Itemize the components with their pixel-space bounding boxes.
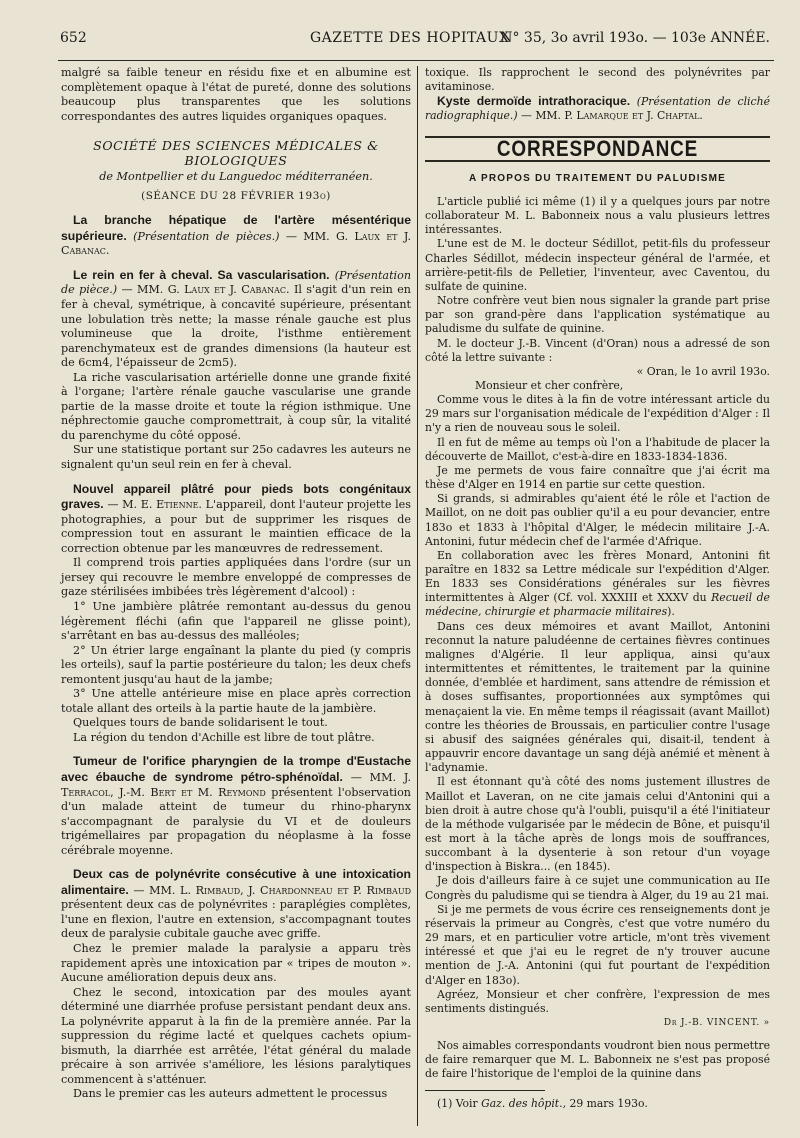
letter-paragraph: Si je me permets de vous écrire ces renseignements dont je réservais la primeur au Congrès, c'est que votre numéro du 29 mars, et en particulier votre article, m'ont très vivement intéressé et que j'ai eu le regret de n'y trouver aucune mention de J.-A. Antonini (qui fut pourtant de l'expédition d'Alger en 183o).	[425, 902, 770, 987]
paragraph: La région du tendon d'Achille est libre de tout plâtre.	[73, 730, 375, 744]
paragraph: Il comprend trois parties appliquées dans l'ordre (sur un jersey qui recouvre le membre enveloppé de compresses de gaze stérilisées imbibées très légèrement d'alcool) :	[61, 556, 411, 599]
continued-paragraph: toxique. Ils rapprochent le second des polynévrites par avitaminose.	[425, 66, 770, 94]
paragraph: Sur une statistique portant sur 25o cadavres les auteurs ne signalent qu'un seul rein en fer à cheval.	[61, 443, 411, 472]
section-title: CORRESPONDANCE	[496, 135, 699, 161]
closing-paragraph: Nos aimables correspondants voudront bien nous permettre de faire remarquer que M. L. Babonneix ne s'est pas proposé de faire l'historique de l'emploi de la quinine dans	[425, 1039, 770, 1081]
header-rule	[58, 60, 774, 61]
paragraph: Notre confrère veut bien nous signaler la grande part prise par son grand-père dans l'application systématique au paludisme du sulfate de quinine.	[425, 294, 770, 336]
article-text: présentent l'observation d'un malade atteint de tumeur du rhino-pharynx s'accompagnant de paralysie du VI et de douleurs trigémellaires par propagation du néoplasme à la fosse cérébrale moyenne.	[61, 785, 411, 857]
paragraph: 2° Un étrier large engaînant la plante du pied (y compris les orteils), sauf la partie postérieure du talon; les deux chefs remontent jusqu'au haut de la jambe;	[61, 643, 411, 686]
paragraph: 3° Une attelle antérieure mise en place après correction totale allant des orteils à la partie haute de la jambière.	[61, 687, 411, 715]
paragraph: M. le docteur J.-B. Vincent (d'Oran) nous a adressé de son côté la lettre suivante :	[425, 336, 770, 364]
letter-paragraph: Il est étonnant qu'à côté des noms justement illustres de Maillot et Laveran, on ne cite jamais celui d'Antonini qui a bien droit à autre chose qu'à l'oubli, puisqu'il a été l'initiateur de la méthode vulgarisée par le médecin de Bône, et puisqu'il est mort à la tâche après de longs mois de souffrances, succombant à la dysenterie à son retour d'un voyage d'inspection à Biskra... (en 1845).	[425, 775, 770, 874]
article-text: L'appareil, dont l'auteur projette les photographies, a pour but de supprimer les risques de compression tout en assurant le maintien efficace de la correction obtenue par les manœuvres de redressement.	[61, 498, 411, 555]
article-authors: — MM. J. Terracol, J.-M. Bert et M. Reymond	[61, 770, 411, 799]
paragraph: Chez le premier malade la paralysie a apparu très rapidement après une intoxication par « tripes de mouton ». Aucune amélioration depuis deux ans.	[61, 941, 411, 985]
article-text: présentent deux cas de polynévrites : paraplégies complètes, l'une en flexion, l'autre en extension, s'accompagnant toutes deux de paralysie cubitale gauche avec griffe.	[61, 898, 411, 941]
article-authors: — MM. G. Laux et J. Cabanac.	[117, 283, 290, 297]
paragraph: Chez le second, intoxication par des moules ayant déterminé une diarrhée profuse persistant pendant deux ans. La polynévrite apparut à la fin de la première année. Par la suppression du régime lacté et quelques cachets opium-bismuth, la diarrhée est arrêtée, l'état général du malade précaire à son arrivée s'améliore, les lésions paralytiques commencent à s'atténuer.	[61, 985, 411, 1086]
article-authors: — MM. P. Lamarque et J. Chaptal.	[517, 109, 703, 123]
article-text: Il s'agit d'un rein en fer à cheval, symétrique, à concavité supérieure, présentant une lobulation très nette; la masse rénale gauche est plus volumineuse que la droite, l'isthme entièrement parenchymateux est de grandes dimensions (la hauteur est de 6cm4, l'épaisseur de 2cm5).	[61, 283, 411, 370]
letter-paragraph	[425, 549, 770, 620]
society-subtitle: de Montpellier et du Languedoc méditerranéen.	[99, 170, 373, 184]
article-rein	[61, 268, 411, 371]
column-divider	[417, 66, 418, 1126]
footnote-date: 29 mars 193o.	[566, 1096, 648, 1110]
citation-title: Recueil de médecine, chirurgie et pharmacie militaires	[425, 591, 770, 619]
section-header-box	[425, 136, 770, 162]
article-presentation: (Présentation de pièce.)	[61, 268, 411, 297]
article-title: Deux cas de polynévrite consécutive à une intoxication alimentaire.	[61, 867, 411, 897]
intro-paragraph: malgré sa faible teneur en résidu fixe et en albumine est complètement opaque à l'état de pureté, donne des solutions beaucoup plus transparentes que les solutions correspondantes des autres liquides organiques opaques.	[61, 66, 411, 123]
subsection-title: A PROPOS DU TRAITEMENT DU PALUDISME	[468, 172, 726, 184]
letter-salutation: Monsieur et cher confrère,	[475, 378, 624, 392]
paragraph: L'une est de M. le docteur Sédillot, petit-fils du professeur Charles Sédillot, médecin inspecteur général de l'armée, et arrière-petit-fils de Pelletier, l'inventeur, avec Caventou, du sulfate de quinine.	[425, 237, 770, 293]
paragraph: L'article publié ici même (1) il y a quelques jours par notre collaborateur M. L. Babonneix nous a valu plusieurs lettres intéressantes.	[425, 194, 770, 237]
footnote-text: (1) Voir	[437, 1096, 482, 1110]
paragraph: 1° Une jambière plâtrée remontant au-dessus du genou légèrement fléchi (afin que l'appareil ne glisse point), s'arrêtant en bas au-dessus des malléoles;	[61, 599, 411, 643]
article-presentation: (Présentation de pièces.)	[133, 229, 280, 243]
paragraph: La riche vascularisation artérielle donne une grande fixité à l'organe; l'artère rénale gauche vascularise une grande partie de la masse droite et toute la région isthmique. Une néphrectomie gauche compromettrait, à coup sûr, la vitalité du parenchyme du côté opposé.	[61, 370, 411, 442]
letter-paragraph: Dans ces deux mémoires et avant Maillot, Antonini reconnut la nature paludéenne de certaines fièvres continues malignes d'Algérie. Il leur appliqua, ainsi qu'aux intermittentes et rémittentes, le traitement par la quinine donnée, d'emblée et hardiment, sans attendre de rémission et à doses suffisantes, proportionnées aux symptômes qui menaçaient la vie. En même temps il réagissait (avant Maillot) contre les théories de Broussais, en particulier contre l'usage si abusif des saignées générales qui, disait-il, tendent à appauvrir encore davantage un sang déjà anémié et mènent à l'adynamie.	[425, 619, 770, 775]
article-appareil	[61, 482, 411, 557]
footnote	[425, 1097, 770, 1111]
article-title: Nouvel appareil plâtré pour pieds bots congénitaux graves.	[61, 481, 411, 512]
signature: Dr J.-B. VINCENT. »	[663, 1018, 770, 1028]
article-title: Kyste dermoïde intrathoracique.	[437, 94, 631, 109]
journal-title: GAZETTE DES HOPITAUX	[310, 30, 510, 46]
article-title: La branche hépatique de l'artère mésentérique supérieure.	[61, 213, 411, 243]
letter-paragraph: Je dois d'ailleurs faire à ce sujet une communication au IIe Congrès du paludisme qui se tiendra à Alger, du 19 au 21 mai.	[425, 874, 770, 902]
letter-paragraph: Il en fut de même au temps où l'on a l'habitude de placer la découverte de Maillot, c'est-à-dire en 1833-1834-1836.	[425, 435, 770, 463]
letter-paragraph: Comme vous le dites à la fin de votre intéressant article du 29 mars sur l'organisation médicale de l'expédition d'Alger : Il n'y a rien de nouveau sous le soleil.	[425, 393, 770, 435]
letter-paragraph: Je me permets de vous faire connaître que j'ai écrit ma thèse d'Alger en 1914 en partie sur cette question.	[425, 463, 770, 492]
article-authors: — M. E. Etienne.	[103, 498, 202, 512]
article-polynevrite	[61, 867, 411, 942]
page-number: 652	[60, 30, 87, 46]
footnote-source: Gaz. des hôpit.,	[481, 1096, 567, 1110]
article-tumeur	[61, 754, 411, 858]
footnote-rule	[425, 1090, 545, 1091]
seance-date: (SÉANCE DU 28 FÉVRIER 193o)	[141, 189, 331, 202]
article-title: Tumeur de l'orifice pharyngien de la trompe d'Eustache avec ébauche de syndrome pétro-sphénoïdal.	[61, 754, 411, 784]
issue-info: N° 35, 3o avril 193o. — 103e ANNÉE.	[500, 30, 770, 46]
letter-paragraph: Si grands, si admirables qu'aient été le rôle et l'action de Maillot, on ne doit pas oublier qu'il a eu pour devancier, entre 183o et 1833 à l'hôpital d'Alger, le médecin militaire J.-A. Antonini, futur médecin chef de l'armée d'Afrique.	[425, 492, 770, 548]
letter-date: « Oran, le 1o avril 193o.	[636, 364, 770, 378]
running-header	[60, 30, 770, 56]
article-authors: — MM. G. Laux et J. Cabanac.	[61, 229, 411, 258]
right-column	[425, 66, 770, 1111]
article-hepatique	[61, 213, 411, 259]
left-column	[61, 66, 411, 1102]
article-authors: — MM. L. Rimbaud, J. Chardonneau et P. Rimbaud	[128, 883, 411, 897]
paragraph: Dans le premier cas les auteurs admettent le processus	[73, 1087, 388, 1101]
citation-end: ).	[667, 605, 675, 619]
letter-text: En collaboration avec les frères Monard, Antonini fit paraître en 1832 sa Lettre médicale sur l'expédition d'Alger. En 1833 ses Considérations générales sur les fièvres intermittentes à Alger (Cf. vol. XXXIII et XXXV du	[425, 548, 770, 605]
paragraph: Quelques tours de bande solidarisent le tout.	[73, 716, 328, 730]
article-title: Le rein en fer à cheval. Sa vascularisation.	[73, 267, 330, 282]
article-presentation: (Présentation de cliché radiographique.)	[425, 95, 770, 123]
letter-paragraph: Agréez, Monsieur et cher confrère, l'expression de mes sentiments distingués.	[425, 987, 770, 1015]
article-kyste	[425, 94, 770, 123]
society-title: SOCIÉTÉ DES SCIENCES MÉDICALES & BIOLOGIQUES	[93, 138, 379, 169]
